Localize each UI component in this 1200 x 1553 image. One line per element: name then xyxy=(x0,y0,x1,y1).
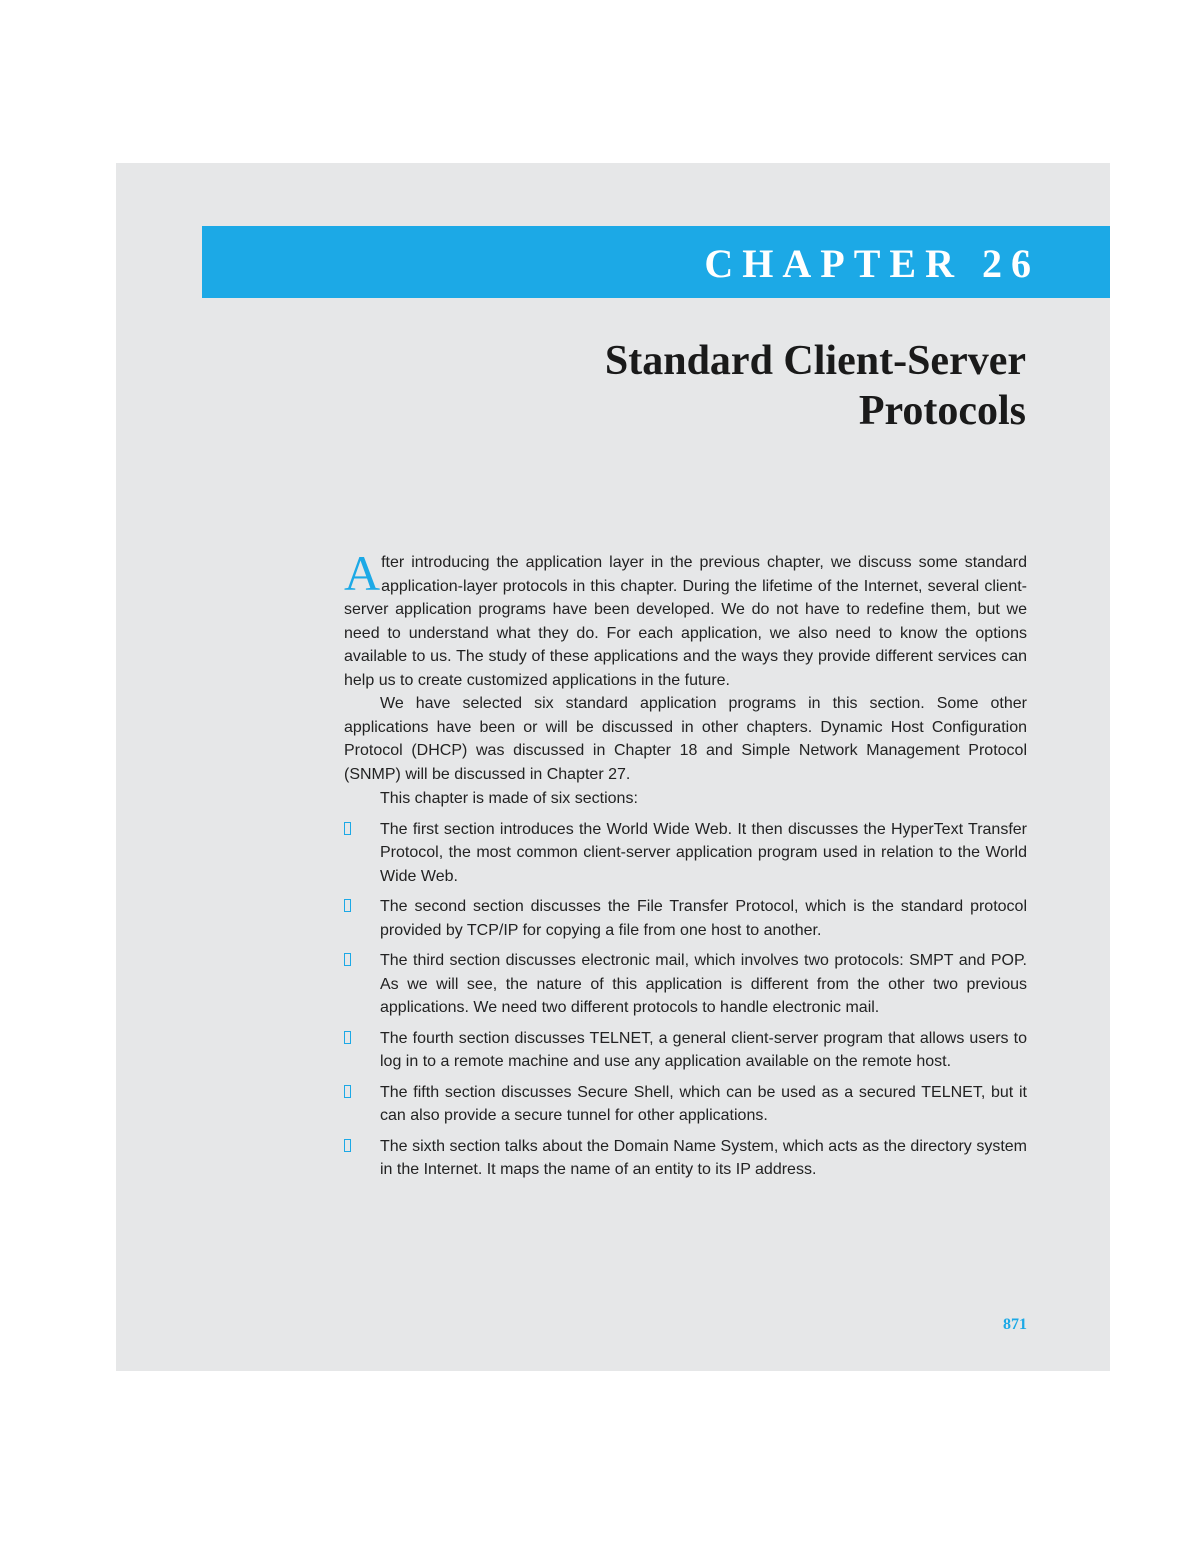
chapter-banner xyxy=(202,226,1110,298)
drop-cap: A xyxy=(344,545,381,601)
chapter-title-line-1: Standard Client-Server xyxy=(604,338,1026,384)
chapter-label: CHAPTER 26 xyxy=(704,241,1040,286)
square-bullet-icon xyxy=(344,953,351,966)
square-bullet-icon xyxy=(344,1031,351,1044)
chapter-title xyxy=(426,336,1026,436)
list-item-text: The second section discusses the File Transfer Protocol, which is the standard protocol provided by TCP/IP for copying a file from one host to another. xyxy=(380,898,1027,939)
list-item-text: The sixth section talks about the Domain Name System, which acts as the directory system in the Internet. It maps the name of an entity to its IP address. xyxy=(380,1137,1027,1178)
square-bullet-icon xyxy=(344,899,351,912)
chapter-body xyxy=(344,545,1027,1189)
list-item-text: The first section introduces the World Wide Web. It then discusses the HyperText Transfer Protocol, the most common client-server application program used in relation to the World Wide Web. xyxy=(380,820,1027,885)
list-item xyxy=(344,949,1027,1020)
selection-paragraph: We have selected six standard application programs in this section. Some other applications have been or will be discussed in other chapters. Dynamic Host Configuration Protocol (DHCP) was discussed in Chapter 18 and Simple Network Management Protocol (SNMP) will be discussed in Chapter 27. xyxy=(344,695,1027,783)
list-item xyxy=(344,895,1027,942)
list-item xyxy=(344,1081,1027,1128)
intro-paragraph xyxy=(344,545,1027,692)
square-bullet-icon xyxy=(344,1139,351,1152)
sections-intro: This chapter is made of six sections: xyxy=(380,790,638,807)
list-item-text: The third section discusses electronic mail, which involves two protocols: SMPT and POP. As we will see, the nature of this application is different from the other two previous applications. We need two different protocols to handle electronic mail. xyxy=(380,952,1027,1016)
list-item-text: The fourth section discusses TELNET, a general client-server program that allows users to log in to a remote machine and use any application available on the remote host. xyxy=(380,1029,1027,1070)
square-bullet-icon xyxy=(344,1085,351,1098)
chapter-title-line-2: Protocols xyxy=(858,388,1026,434)
page-number: 871 xyxy=(1003,1316,1027,1333)
intro-paragraph-text: fter introducing the application layer in the previous chapter, we discuss some standard application-layer protocols in this chapter. During the lifetime of the Internet, several client-server application programs have been developed. We do not have to redefine them, but we need to understand what they do. For each application, we also need to know the options available to us. The study of these applications and the ways they provide different services can help us to create customized applications in the future. xyxy=(344,554,1027,689)
list-item-text: The fifth section discusses Secure Shell, which can be used as a secured TELNET, but it can also provide a secure tunnel for other applications. xyxy=(380,1083,1027,1124)
list-item xyxy=(344,1027,1027,1074)
list-item xyxy=(344,1135,1027,1182)
list-item xyxy=(344,818,1027,889)
square-bullet-icon xyxy=(344,822,351,835)
section-list xyxy=(344,818,1027,1182)
